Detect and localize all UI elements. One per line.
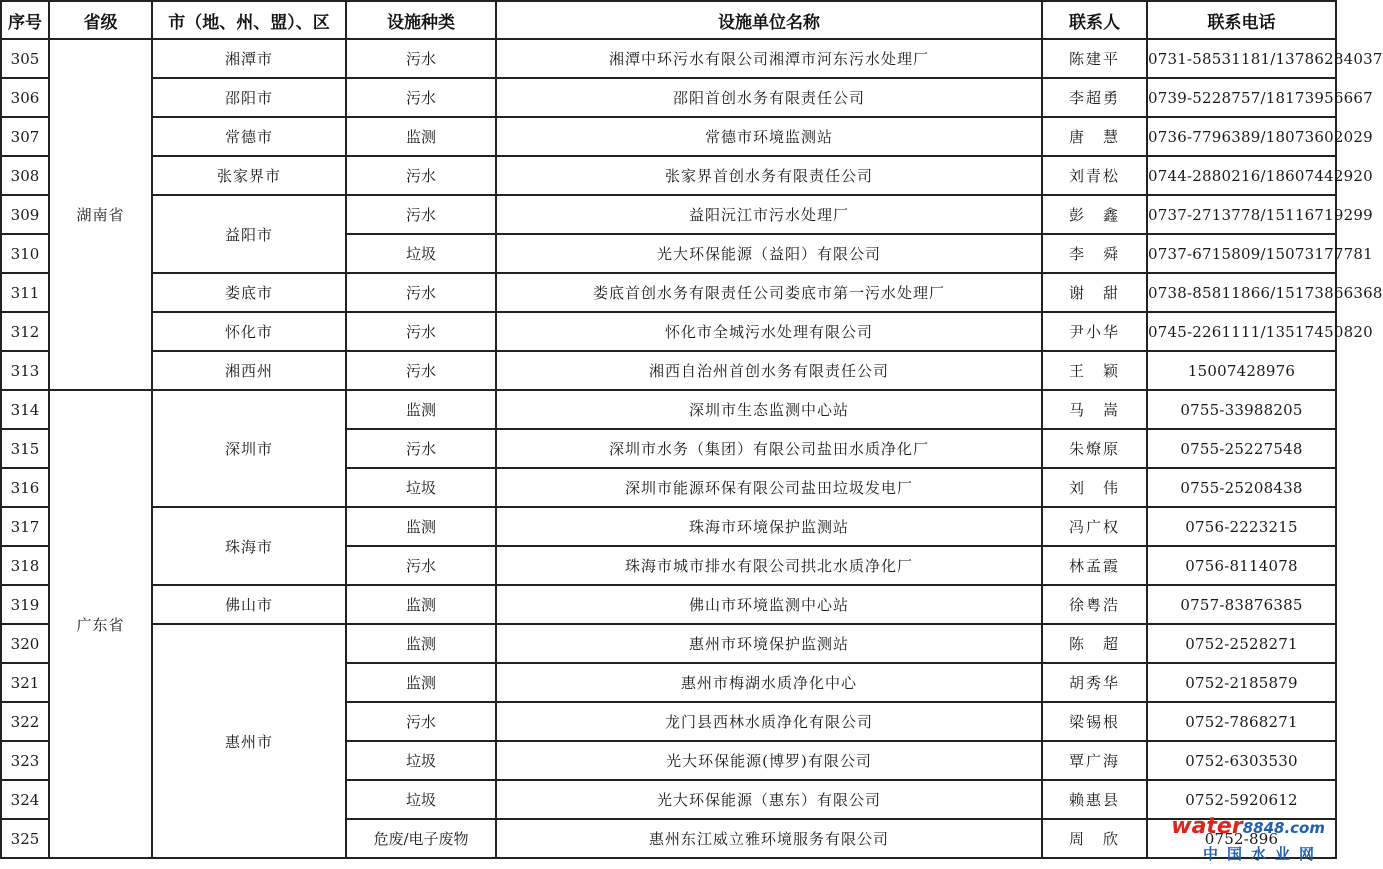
cell-unit-name: 湘西自治州首创水务有限责任公司	[496, 351, 1042, 390]
cell-phone: 0745-2261111/13517450820	[1147, 312, 1336, 351]
cell-unit-name: 益阳沅江市污水处理厂	[496, 195, 1042, 234]
cell-seq: 307	[1, 117, 49, 156]
cell-phone: 0752-6303530	[1147, 741, 1336, 780]
table-row	[1, 507, 1336, 546]
cell-seq: 314	[1, 390, 49, 429]
cell-facility-type: 监测	[346, 624, 496, 663]
table-row	[1, 624, 1336, 663]
cell-phone: 0756-8114078	[1147, 546, 1336, 585]
cell-contact: 覃广海	[1042, 741, 1147, 780]
cell-contact: 唐 慧	[1042, 117, 1147, 156]
cell-phone: 0752-2528271	[1147, 624, 1336, 663]
cell-contact: 谢 甜	[1042, 273, 1147, 312]
cell-city: 娄底市	[152, 273, 346, 312]
header-seq: 序号	[1, 1, 49, 39]
table-row	[1, 585, 1336, 624]
cell-phone: 0756-2223215	[1147, 507, 1336, 546]
cell-phone: 0757-83876385	[1147, 585, 1336, 624]
cell-facility-type: 监测	[346, 117, 496, 156]
cell-seq: 318	[1, 546, 49, 585]
cell-contact: 陈建平	[1042, 39, 1147, 78]
cell-city: 怀化市	[152, 312, 346, 351]
cell-contact: 冯广权	[1042, 507, 1147, 546]
cell-contact: 李超勇	[1042, 78, 1147, 117]
cell-phone: 0755-33988205	[1147, 390, 1336, 429]
table-row	[1, 117, 1336, 156]
cell-unit-name: 龙门县西林水质净化有限公司	[496, 702, 1042, 741]
cell-seq: 320	[1, 624, 49, 663]
cell-province: 广东省	[49, 390, 152, 858]
cell-facility-type: 污水	[346, 195, 496, 234]
cell-contact: 刘青松	[1042, 156, 1147, 195]
cell-phone: 0736-7796389/18073602029	[1147, 117, 1336, 156]
cell-facility-type: 污水	[346, 78, 496, 117]
cell-unit-name: 光大环保能源(博罗)有限公司	[496, 741, 1042, 780]
cell-city: 益阳市	[152, 195, 346, 273]
cell-unit-name: 惠州东江威立雅环境服务有限公司	[496, 819, 1042, 858]
watermark-brand-blue: 8848.com	[1242, 819, 1325, 837]
table-body	[1, 39, 1383, 858]
cell-seq: 305	[1, 39, 49, 78]
cell-unit-name: 珠海市环境保护监测站	[496, 507, 1042, 546]
cell-facility-type: 污水	[346, 273, 496, 312]
cell-unit-name: 湘潭中环污水有限公司湘潭市河东污水处理厂	[496, 39, 1042, 78]
cell-phone: 0744-2880216/18607442920	[1147, 156, 1336, 195]
cell-unit-name: 张家界首创水务有限责任公司	[496, 156, 1042, 195]
cell-province: 湖南省	[49, 39, 152, 390]
cell-contact: 梁锡根	[1042, 702, 1147, 741]
cell-contact: 李 舜	[1042, 234, 1147, 273]
cell-phone: 0731-58531181/13786284037	[1147, 39, 1336, 78]
cell-contact: 刘 伟	[1042, 468, 1147, 507]
cell-contact: 周 欣	[1042, 819, 1147, 858]
cell-seq: 309	[1, 195, 49, 234]
cell-facility-type: 污水	[346, 546, 496, 585]
cell-contact: 马 嵩	[1042, 390, 1147, 429]
cell-seq: 313	[1, 351, 49, 390]
cell-facility-type: 监测	[346, 585, 496, 624]
cell-city: 邵阳市	[152, 78, 346, 117]
cell-city: 张家界市	[152, 156, 346, 195]
cell-facility-type: 监测	[346, 390, 496, 429]
cell-phone: 0752-2185879	[1147, 663, 1336, 702]
cell-facility-type: 污水	[346, 156, 496, 195]
table-row	[1, 156, 1336, 195]
cell-seq: 311	[1, 273, 49, 312]
cell-contact: 林孟霞	[1042, 546, 1147, 585]
cell-contact: 胡秀华	[1042, 663, 1147, 702]
cell-unit-name: 怀化市全城污水处理有限公司	[496, 312, 1042, 351]
cell-phone: 15007428976	[1147, 351, 1336, 390]
cell-phone: 0752-5920612	[1147, 780, 1336, 819]
cell-unit-name: 惠州市梅湖水质净化中心	[496, 663, 1042, 702]
header-unit-name: 设施单位名称	[496, 1, 1042, 39]
cell-seq: 317	[1, 507, 49, 546]
cell-unit-name: 深圳市生态监测中心站	[496, 390, 1042, 429]
cell-seq: 315	[1, 429, 49, 468]
table-row	[1, 273, 1336, 312]
cell-unit-name: 邵阳首创水务有限责任公司	[496, 78, 1042, 117]
cell-seq: 323	[1, 741, 49, 780]
table-row	[1, 195, 1336, 234]
cell-facility-type: 监测	[346, 663, 496, 702]
cell-unit-name: 深圳市能源环保有限公司盐田垃圾发电厂	[496, 468, 1042, 507]
cell-unit-name: 佛山市环境监测中心站	[496, 585, 1042, 624]
cell-unit-name: 珠海市城市排水有限公司拱北水质净化厂	[496, 546, 1042, 585]
cell-unit-name: 惠州市环境保护监测站	[496, 624, 1042, 663]
cell-facility-type: 污水	[346, 429, 496, 468]
table-row	[1, 78, 1336, 117]
cell-city: 佛山市	[152, 585, 346, 624]
cell-phone: 0739-5228757/18173956667	[1147, 78, 1336, 117]
cell-facility-type: 垃圾	[346, 741, 496, 780]
table-row	[1, 390, 1336, 429]
cell-unit-name: 光大环保能源（益阳）有限公司	[496, 234, 1042, 273]
cell-unit-name: 深圳市水务（集团）有限公司盐田水质净化厂	[496, 429, 1042, 468]
cell-unit-name: 光大环保能源（惠东）有限公司	[496, 780, 1042, 819]
cell-contact: 彭 鑫	[1042, 195, 1147, 234]
cell-seq: 321	[1, 663, 49, 702]
cell-seq: 306	[1, 78, 49, 117]
cell-phone: 0755-25208438	[1147, 468, 1336, 507]
cell-contact: 徐粤浩	[1042, 585, 1147, 624]
cell-facility-type: 污水	[346, 702, 496, 741]
cell-seq: 324	[1, 780, 49, 819]
cell-contact: 赖惠县	[1042, 780, 1147, 819]
cell-facility-type: 垃圾	[346, 234, 496, 273]
table-row	[1, 312, 1336, 351]
watermark-brand-red: water	[1171, 814, 1243, 839]
cell-contact: 陈 超	[1042, 624, 1147, 663]
cell-contact: 王 颖	[1042, 351, 1147, 390]
cell-seq: 319	[1, 585, 49, 624]
cell-city: 湘潭市	[152, 39, 346, 78]
cell-seq: 325	[1, 819, 49, 858]
header-province: 省级	[49, 1, 152, 39]
cell-city: 珠海市	[152, 507, 346, 585]
cell-facility-type: 污水	[346, 351, 496, 390]
cell-facility-type: 垃圾	[346, 780, 496, 819]
cell-seq: 312	[1, 312, 49, 351]
cell-facility-type: 污水	[346, 39, 496, 78]
cell-facility-type: 监测	[346, 507, 496, 546]
cell-phone: 0738-85811866/15173866368	[1147, 273, 1336, 312]
table-row	[1, 39, 1336, 78]
watermark-brand-cn: 中国水业网	[1202, 845, 1323, 863]
header-facility-type: 设施种类	[346, 1, 496, 39]
cell-contact: 朱燎原	[1042, 429, 1147, 468]
cell-seq: 322	[1, 702, 49, 741]
cell-city: 深圳市	[152, 390, 346, 507]
cell-unit-name: 娄底首创水务有限责任公司娄底市第一污水处理厂	[496, 273, 1042, 312]
cell-facility-type: 垃圾	[346, 468, 496, 507]
header-contact: 联系人	[1042, 1, 1147, 39]
header-phone: 联系电话	[1147, 1, 1336, 39]
header-city: 市（地、州、盟）、区	[152, 1, 346, 39]
cell-phone: 0752-7868271	[1147, 702, 1336, 741]
cell-facility-type: 污水	[346, 312, 496, 351]
table-row	[1, 351, 1336, 390]
cell-city: 湘西州	[152, 351, 346, 390]
cell-unit-name: 常德市环境监测站	[496, 117, 1042, 156]
header-row	[1, 1, 1336, 39]
cell-seq: 308	[1, 156, 49, 195]
cell-phone: 0737-6715809/15073177781	[1147, 234, 1336, 273]
cell-seq: 316	[1, 468, 49, 507]
cell-city: 惠州市	[152, 624, 346, 858]
cell-city: 常德市	[152, 117, 346, 156]
cell-phone: 0755-25227548	[1147, 429, 1336, 468]
cell-contact: 尹小华	[1042, 312, 1147, 351]
cell-seq: 310	[1, 234, 49, 273]
cell-phone: 0737-2713778/15116719299	[1147, 195, 1336, 234]
cell-facility-type: 危废/电子废物	[346, 819, 496, 858]
cell-phone: 0752-896	[1147, 819, 1336, 858]
